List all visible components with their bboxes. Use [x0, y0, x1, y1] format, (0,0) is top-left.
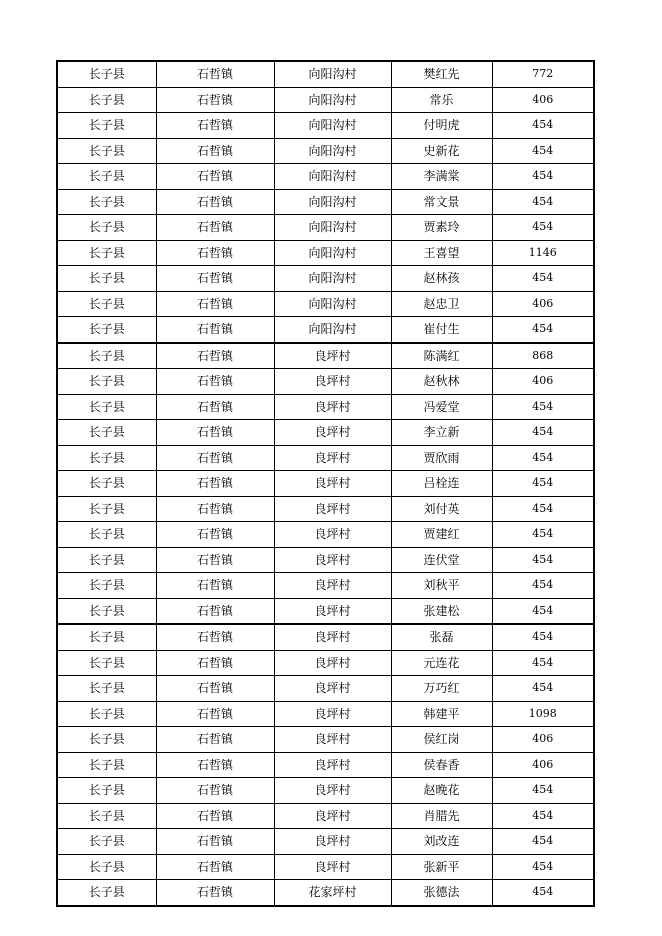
amount-cell: 454 — [492, 164, 593, 190]
village-cell: 良坪村 — [274, 854, 391, 880]
name-cell: 刘秋平 — [391, 573, 492, 599]
town-cell: 石哲镇 — [156, 854, 274, 880]
table-row — [58, 598, 593, 624]
table-row — [58, 62, 593, 87]
county-cell: 长子县 — [58, 394, 156, 420]
village-cell: 向阳沟村 — [274, 266, 391, 292]
village-cell: 良坪村 — [274, 394, 391, 420]
table-row — [58, 778, 593, 804]
table-row — [58, 829, 593, 855]
county-cell: 长子县 — [58, 522, 156, 548]
amount-cell: 406 — [492, 727, 593, 753]
table-row — [58, 164, 593, 190]
amount-cell: 454 — [492, 573, 593, 599]
village-cell: 向阳沟村 — [274, 291, 391, 317]
name-cell: 张新平 — [391, 854, 492, 880]
town-cell: 石哲镇 — [156, 522, 274, 548]
town-cell: 石哲镇 — [156, 394, 274, 420]
name-cell: 樊红先 — [391, 62, 492, 87]
table-row — [58, 317, 593, 343]
name-cell: 万巧红 — [391, 676, 492, 702]
village-cell: 良坪村 — [274, 471, 391, 497]
amount-cell: 406 — [492, 291, 593, 317]
amount-cell: 454 — [492, 854, 593, 880]
village-cell: 良坪村 — [274, 803, 391, 829]
county-cell: 长子县 — [58, 317, 156, 343]
town-cell: 石哲镇 — [156, 496, 274, 522]
village-cell: 向阳沟村 — [274, 138, 391, 164]
town-cell: 石哲镇 — [156, 880, 274, 905]
name-cell: 贾建红 — [391, 522, 492, 548]
village-cell: 良坪村 — [274, 752, 391, 778]
town-cell: 石哲镇 — [156, 317, 274, 343]
county-cell: 长子县 — [58, 291, 156, 317]
village-cell: 良坪村 — [274, 624, 391, 650]
amount-cell: 454 — [492, 445, 593, 471]
town-cell: 石哲镇 — [156, 829, 274, 855]
name-cell: 吕栓连 — [391, 471, 492, 497]
table-row — [58, 701, 593, 727]
amount-cell: 454 — [492, 394, 593, 420]
county-cell: 长子县 — [58, 854, 156, 880]
town-cell: 石哲镇 — [156, 164, 274, 190]
county-cell: 长子县 — [58, 471, 156, 497]
name-cell: 赵林孩 — [391, 266, 492, 292]
name-cell: 侯红岗 — [391, 727, 492, 753]
town-cell: 石哲镇 — [156, 471, 274, 497]
town-cell: 石哲镇 — [156, 343, 274, 369]
table-row — [58, 343, 593, 369]
name-cell: 刘改连 — [391, 829, 492, 855]
amount-cell: 454 — [492, 113, 593, 139]
table-row — [58, 394, 593, 420]
county-cell: 长子县 — [58, 343, 156, 369]
name-cell: 王喜望 — [391, 240, 492, 266]
name-cell: 赵忠卫 — [391, 291, 492, 317]
amount-cell: 1098 — [492, 701, 593, 727]
table-row — [58, 854, 593, 880]
village-cell: 良坪村 — [274, 343, 391, 369]
name-cell: 刘付英 — [391, 496, 492, 522]
name-cell: 张德法 — [391, 880, 492, 905]
table-row — [58, 676, 593, 702]
table-row — [58, 420, 593, 446]
town-cell: 石哲镇 — [156, 420, 274, 446]
table-row — [58, 496, 593, 522]
table-row — [58, 138, 593, 164]
amount-cell: 868 — [492, 343, 593, 369]
county-cell: 长子县 — [58, 547, 156, 573]
name-cell: 付明虎 — [391, 113, 492, 139]
county-cell: 长子县 — [58, 650, 156, 676]
village-cell: 花家坪村 — [274, 880, 391, 905]
town-cell: 石哲镇 — [156, 369, 274, 395]
name-cell: 崔付生 — [391, 317, 492, 343]
town-cell: 石哲镇 — [156, 676, 274, 702]
county-cell: 长子县 — [58, 676, 156, 702]
table-row — [58, 87, 593, 113]
town-cell: 石哲镇 — [156, 266, 274, 292]
town-cell: 石哲镇 — [156, 291, 274, 317]
name-cell: 常文景 — [391, 189, 492, 215]
town-cell: 石哲镇 — [156, 189, 274, 215]
village-cell: 良坪村 — [274, 598, 391, 624]
table-row — [58, 522, 593, 548]
county-cell: 长子县 — [58, 701, 156, 727]
village-cell: 良坪村 — [274, 573, 391, 599]
amount-cell: 454 — [492, 624, 593, 650]
county-cell: 长子县 — [58, 240, 156, 266]
amount-cell: 454 — [492, 215, 593, 241]
table-body — [58, 62, 593, 905]
table-row — [58, 291, 593, 317]
town-cell: 石哲镇 — [156, 547, 274, 573]
name-cell: 贾欣雨 — [391, 445, 492, 471]
village-cell: 良坪村 — [274, 829, 391, 855]
county-cell: 长子县 — [58, 62, 156, 87]
town-cell: 石哲镇 — [156, 778, 274, 804]
name-cell: 赵晚花 — [391, 778, 492, 804]
village-cell: 向阳沟村 — [274, 189, 391, 215]
town-cell: 石哲镇 — [156, 598, 274, 624]
county-cell: 长子县 — [58, 113, 156, 139]
amount-cell: 454 — [492, 266, 593, 292]
amount-cell: 454 — [492, 138, 593, 164]
county-cell: 长子县 — [58, 87, 156, 113]
amount-cell: 454 — [492, 471, 593, 497]
town-cell: 石哲镇 — [156, 445, 274, 471]
town-cell: 石哲镇 — [156, 215, 274, 241]
village-cell: 良坪村 — [274, 778, 391, 804]
amount-cell: 454 — [492, 420, 593, 446]
county-cell: 长子县 — [58, 803, 156, 829]
county-cell: 长子县 — [58, 598, 156, 624]
amount-cell: 1146 — [492, 240, 593, 266]
amount-cell: 454 — [492, 317, 593, 343]
table-row — [58, 650, 593, 676]
name-cell: 张磊 — [391, 624, 492, 650]
town-cell: 石哲镇 — [156, 62, 274, 87]
county-cell: 长子县 — [58, 189, 156, 215]
amount-cell: 406 — [492, 87, 593, 113]
name-cell: 陈满红 — [391, 343, 492, 369]
county-cell: 长子县 — [58, 369, 156, 395]
county-cell: 长子县 — [58, 573, 156, 599]
table-row — [58, 471, 593, 497]
village-cell: 向阳沟村 — [274, 87, 391, 113]
name-cell: 张建松 — [391, 598, 492, 624]
county-cell: 长子县 — [58, 138, 156, 164]
name-cell: 史新花 — [391, 138, 492, 164]
town-cell: 石哲镇 — [156, 752, 274, 778]
village-cell: 向阳沟村 — [274, 113, 391, 139]
amount-cell: 454 — [492, 778, 593, 804]
spreadsheet-table-frame — [56, 60, 595, 907]
amount-cell: 454 — [492, 547, 593, 573]
table-row — [58, 803, 593, 829]
name-cell: 冯爱堂 — [391, 394, 492, 420]
table-row — [58, 727, 593, 753]
amount-cell: 454 — [492, 803, 593, 829]
name-cell: 侯春香 — [391, 752, 492, 778]
table-row — [58, 624, 593, 650]
name-cell: 李立新 — [391, 420, 492, 446]
county-cell: 长子县 — [58, 752, 156, 778]
county-cell: 长子县 — [58, 624, 156, 650]
county-cell: 长子县 — [58, 266, 156, 292]
table-row — [58, 240, 593, 266]
county-cell: 长子县 — [58, 420, 156, 446]
name-cell: 肖腊先 — [391, 803, 492, 829]
county-cell: 长子县 — [58, 215, 156, 241]
county-cell: 长子县 — [58, 445, 156, 471]
table-row — [58, 752, 593, 778]
county-cell: 长子县 — [58, 164, 156, 190]
town-cell: 石哲镇 — [156, 701, 274, 727]
county-cell: 长子县 — [58, 496, 156, 522]
village-cell: 良坪村 — [274, 369, 391, 395]
amount-cell: 454 — [492, 829, 593, 855]
table-row — [58, 266, 593, 292]
amount-cell: 454 — [532, 885, 554, 899]
town-cell: 石哲镇 — [156, 573, 274, 599]
amount-cell: 406 — [492, 752, 593, 778]
town-cell: 石哲镇 — [156, 113, 274, 139]
name-cell: 李满棠 — [391, 164, 492, 190]
amount-cell: 454 — [492, 189, 593, 215]
table-row — [58, 189, 593, 215]
village-cell: 向阳沟村 — [274, 240, 391, 266]
village-cell: 向阳沟村 — [274, 215, 391, 241]
village-cell: 向阳沟村 — [274, 317, 391, 343]
county-cell: 长子县 — [58, 727, 156, 753]
village-cell: 良坪村 — [274, 727, 391, 753]
town-cell: 石哲镇 — [156, 624, 274, 650]
village-cell: 良坪村 — [274, 676, 391, 702]
village-cell: 良坪村 — [274, 496, 391, 522]
table-row — [58, 445, 593, 471]
name-cell: 韩建平 — [391, 701, 492, 727]
village-cell: 良坪村 — [274, 650, 391, 676]
data-table — [58, 62, 593, 905]
village-cell: 向阳沟村 — [274, 164, 391, 190]
table-row — [58, 369, 593, 395]
town-cell: 石哲镇 — [156, 240, 274, 266]
amount-cell: 454 — [492, 598, 593, 624]
table-row — [58, 880, 593, 905]
table-row — [58, 113, 593, 139]
table-row — [58, 573, 593, 599]
town-cell: 石哲镇 — [156, 727, 274, 753]
county-cell: 长子县 — [58, 829, 156, 855]
name-cell: 连伏堂 — [391, 547, 492, 573]
name-cell: 赵秋林 — [391, 369, 492, 395]
county-cell: 长子县 — [58, 880, 156, 905]
village-cell: 良坪村 — [274, 522, 391, 548]
county-cell: 长子县 — [58, 778, 156, 804]
village-cell: 良坪村 — [274, 420, 391, 446]
village-cell: 良坪村 — [274, 547, 391, 573]
town-cell: 石哲镇 — [156, 803, 274, 829]
name-cell: 常乐 — [391, 87, 492, 113]
table-row — [58, 215, 593, 241]
amount-cell: 772 — [492, 62, 593, 87]
town-cell: 石哲镇 — [156, 650, 274, 676]
town-cell: 石哲镇 — [156, 87, 274, 113]
name-cell: 贾素玲 — [391, 215, 492, 241]
village-cell: 良坪村 — [274, 445, 391, 471]
amount-cell: 454 — [492, 676, 593, 702]
amount-cell: 454 — [492, 650, 593, 676]
town-cell: 石哲镇 — [156, 138, 274, 164]
table-row — [58, 547, 593, 573]
amount-cell: 406 — [492, 369, 593, 395]
name-cell: 元连花 — [391, 650, 492, 676]
amount-cell: 454 — [492, 496, 593, 522]
amount-cell: 454 — [492, 522, 593, 548]
village-cell: 向阳沟村 — [274, 62, 391, 87]
village-cell: 良坪村 — [274, 701, 391, 727]
